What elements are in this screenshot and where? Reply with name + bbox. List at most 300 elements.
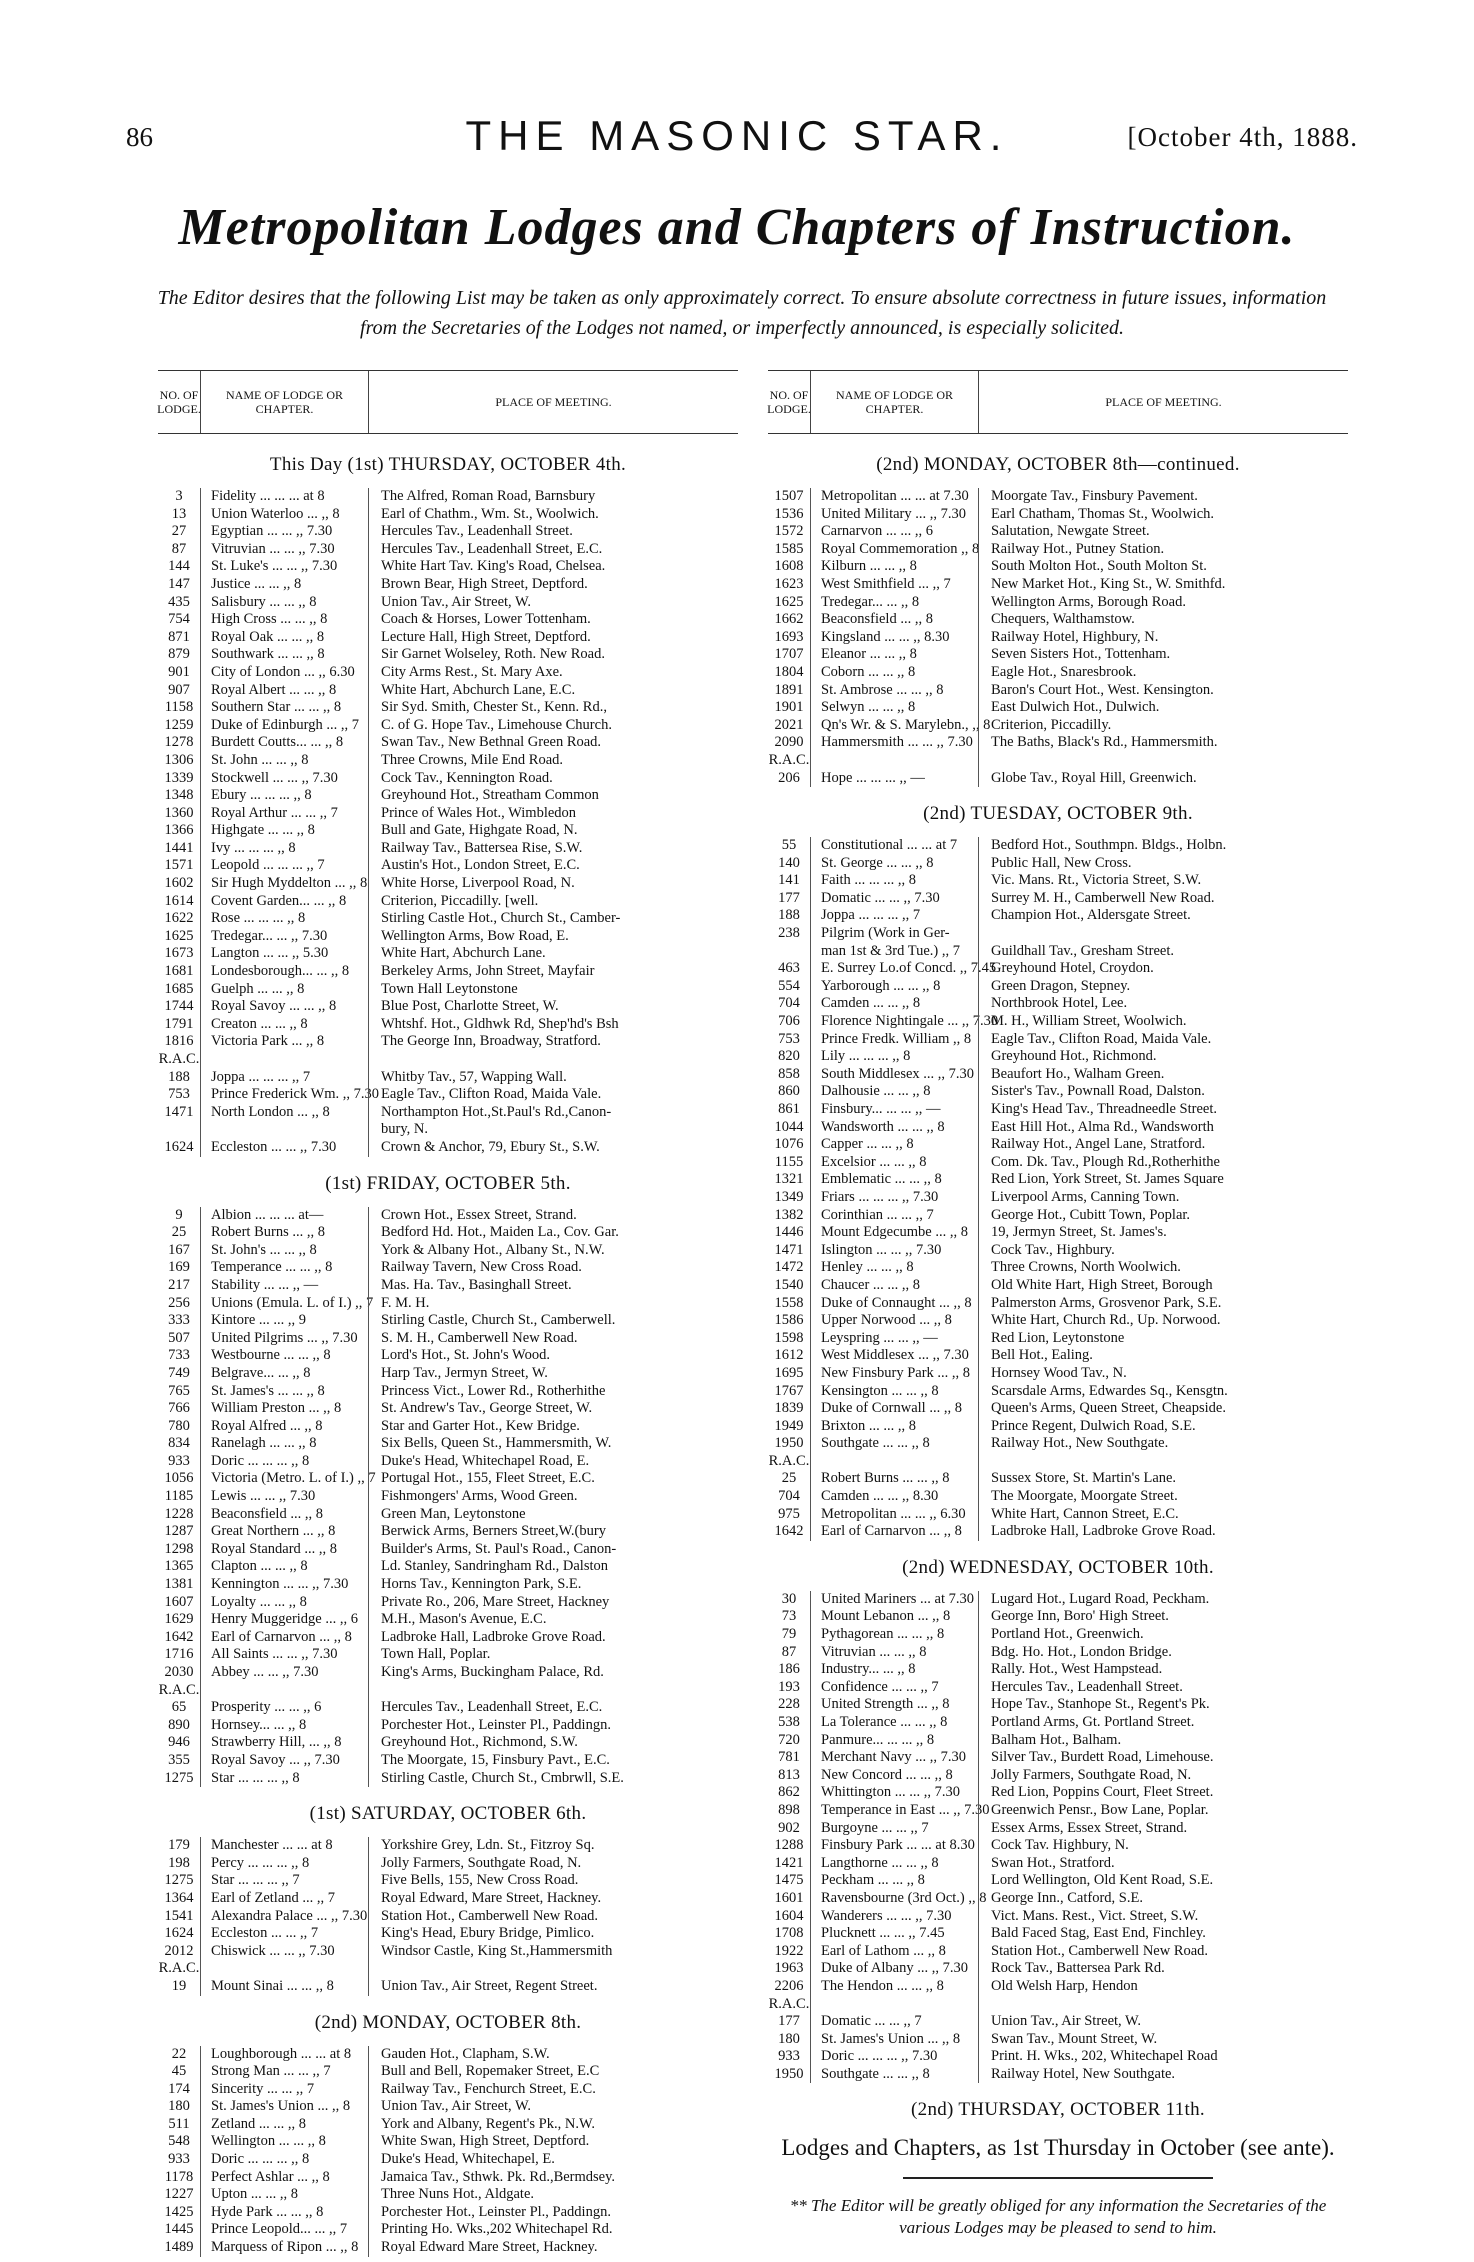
lodge-number: 1716 (164, 1646, 194, 1663)
meeting-place: Salutation, Newgate Street. (978, 523, 1348, 541)
lodge-row (158, 1890, 738, 1908)
meeting-place: Greyhound Hot., Richmond, S.W. (368, 1734, 738, 1752)
lodge-name-time: Royal Oak ... ... ,, 8 (200, 629, 368, 647)
lodge-name-time: Union Waterloo ... ,, 8 (200, 506, 368, 524)
lodge-number: 1950 (774, 1435, 804, 1452)
meeting-place: Five Bells, 155, New Cross Road. (368, 1872, 738, 1890)
meeting-place: Sussex Store, St. Martin's Lane. (978, 1470, 1348, 1488)
meeting-place: Northbrook Hotel, Lee. (978, 995, 1348, 1013)
lodge-number: 333 (168, 1312, 190, 1329)
lodge-name-time: Guelph ... ... ,, 8 (200, 981, 368, 999)
section-title: This Day (1st) THURSDAY, OCTOBER 4th. (269, 454, 627, 475)
meeting-place: White Hart, Church Rd., Up. Norwood. (978, 1312, 1348, 1330)
lodge-number: 1364 (164, 1889, 194, 1906)
lodge-name-time: Southern Star ... ... ,, 8 (200, 699, 368, 717)
meeting-place: The Baths, Black's Rd., Hammersmith. (978, 734, 1348, 752)
lodge-name-time: Manchester ... ... at 8 (200, 1837, 368, 1855)
lodge-name-time: Royal Savoy ... ... ,, 8 (200, 998, 368, 1016)
lodge-name-time: Joppa ... ... ... ,, 7 (810, 907, 978, 925)
lodge-name-time: Confidence ... ... ,, 7 (810, 1679, 978, 1697)
lodge-name-time: Eccleston ... ... ,, 7 (200, 1925, 368, 1943)
lodge-name-time: Eccleston ... ... ,, 7.30 (200, 1139, 368, 1157)
meeting-place: Eagle Tav., Clifton Road, Maida Vale. (368, 1086, 738, 1104)
meeting-place: Royal Edward Mare Street, Hackney. (368, 2239, 738, 2257)
meeting-place: White Hart, Abchurch Lane, E.C. (368, 682, 738, 700)
lodge-number: 1629 (164, 1611, 194, 1628)
lodge-number: 860 (778, 1083, 800, 1100)
lodge-name-time: Sir Hugh Myddelton ... ,, 8 (200, 875, 368, 893)
meeting-place: Champion Hot., Aldersgate Street. (978, 907, 1348, 925)
lodge-name-time: Royal Standard ... ,, 8 (200, 1541, 368, 1559)
lodge-row (768, 629, 1348, 647)
lodge-number: 749 (168, 1364, 190, 1381)
lodge-number: 834 (168, 1435, 190, 1452)
lodge-number: 140 (778, 854, 800, 871)
meeting-place (978, 925, 1348, 943)
lodge-number: 1623 (774, 575, 804, 592)
lodge-name-time: Capper ... ... ,, 8 (810, 1136, 978, 1154)
header-lodge-number: NO. OF LODGE. (767, 388, 811, 416)
lodge-number: 1839 (774, 1400, 804, 1417)
meeting-place: Liverpool Arms, Canning Town. (978, 1189, 1348, 1207)
lodge-row (158, 1400, 738, 1418)
lodge-row (768, 978, 1348, 996)
lodge-name-time (810, 1996, 978, 2014)
lodge-row (158, 1770, 738, 1788)
lodge-list (158, 1207, 738, 1788)
meeting-place: Moorgate Tav., Finsbury Pavement. (978, 488, 1348, 506)
lodge-row (158, 1418, 738, 1436)
lodge-name-time: Finsbury Park ... ... at 8.30 (810, 1837, 978, 1855)
lodge-row (158, 787, 738, 805)
right-column (768, 370, 1348, 2239)
lodge-name-time: Abbey ... ... ,, 7.30 (200, 1664, 368, 1682)
lodge-row (768, 1978, 1348, 1996)
meeting-place: Silver Tav., Burdett Road, Limehouse. (978, 1749, 1348, 1767)
lodge-list (768, 1591, 1348, 2084)
lodge-row (768, 925, 1348, 943)
meeting-place: East Hill Hot., Alma Rd., Wandsworth (978, 1119, 1348, 1137)
meeting-place: St. Andrew's Tav., George Street, W. (368, 1400, 738, 1418)
lodge-name-time: North London ... ,, 8 (200, 1104, 368, 1122)
lodge-row (768, 1855, 1348, 1873)
page-number: 86 (126, 122, 153, 152)
lodge-row (158, 594, 738, 612)
lodge-number: 1612 (774, 1347, 804, 1364)
lodge-row (158, 1121, 738, 1139)
lodge-name-time: Earl of Lathom ... ,, 8 (810, 1943, 978, 1961)
lodge-name-time: Eleanor ... ... ,, 8 (810, 646, 978, 664)
meeting-place: George Inn., Catford, S.E. (978, 1890, 1348, 1908)
lodge-number: 1445 (164, 2221, 194, 2238)
lodge-row (158, 1611, 738, 1629)
lodge-number: 858 (778, 1065, 800, 1082)
meeting-place: Horns Tav., Kennington Park, S.E. (368, 1576, 738, 1594)
lodge-number: 1804 (774, 663, 804, 680)
lodge-number: 167 (168, 1241, 190, 1258)
meeting-place: Railway Hot., New Southgate. (978, 1435, 1348, 1453)
meeting-place: Criterion, Piccadilly. [well. (368, 893, 738, 911)
meeting-place: Whtshf. Hot., Gldhwk Rd, Shep'hd's Bsh (368, 1016, 738, 1034)
meeting-place: Prince of Wales Hot., Wimbledon (368, 805, 738, 823)
meeting-place: S. M. H., Camberwell New Road. (368, 1330, 738, 1348)
lodge-number: 1624 (164, 1138, 194, 1155)
lodge-name-time: Creaton ... ... ,, 8 (200, 1016, 368, 1034)
lodge-number: 862 (778, 1784, 800, 1801)
lodge-number: 1622 (164, 910, 194, 927)
lodge-row (768, 488, 1348, 506)
lodge-name-time: St. Luke's ... ... ,, 7.30 (200, 558, 368, 576)
meeting-place: Hornsey Wood Tav., N. (978, 1365, 1348, 1383)
meeting-place: South Molton Hot., South Molton St. (978, 558, 1348, 576)
lodge-row (158, 1978, 738, 1996)
lodge-number: 1471 (774, 1241, 804, 1258)
lodge-name-time: Great Northern ... ,, 8 (200, 1523, 368, 1541)
lodge-number: 1339 (164, 769, 194, 786)
lodge-number: 144 (168, 558, 190, 575)
meeting-place: Union Tav., Air Street, Regent Street. (368, 1978, 738, 1996)
lodge-number: 2012 (164, 1942, 194, 1959)
lodge-row (768, 1925, 1348, 1943)
header-meeting-place: PLACE OF MEETING. (368, 371, 738, 433)
lodge-row (768, 1136, 1348, 1154)
lodge-name-time: Constitutional ... ... at 7 (810, 837, 978, 855)
lodge-number: 1298 (164, 1540, 194, 1557)
lodge-number: 1891 (774, 681, 804, 698)
lodge-row (768, 594, 1348, 612)
lodge-name-time: West Middlesex ... ,, 7.30 (810, 1347, 978, 1365)
meeting-place: Union Tav., Air Street, W. (368, 2098, 738, 2116)
lodge-row (158, 1365, 738, 1383)
lodge-row (768, 717, 1348, 735)
meeting-place: Three Crowns, North Woolwich. (978, 1259, 1348, 1277)
lodge-row (768, 664, 1348, 682)
lodge-number: 1287 (164, 1523, 194, 1540)
lodge-name-time: Justice ... ... ,, 8 (200, 576, 368, 594)
lodge-number: 179 (168, 1837, 190, 1854)
header-lodge-name: NAME OF LODGE OR CHAPTER. (200, 371, 368, 433)
lodge-name-time: Southgate ... ... ,, 8 (810, 1435, 978, 1453)
meeting-place: King's Head Tav., Threadneedle Street. (978, 1101, 1348, 1119)
lodge-row (158, 1259, 738, 1277)
meeting-place: George Hot., Cubitt Town, Poplar. (978, 1207, 1348, 1225)
lodge-row (768, 1365, 1348, 1383)
meeting-place: Ladbroke Hall, Ladbroke Grove Road. (368, 1629, 738, 1647)
lodge-row (158, 2133, 738, 2151)
lodge-name-time: Kensington ... ... ,, 8 (810, 1383, 978, 1401)
lodge-row (158, 1629, 738, 1647)
meeting-place: Gauden Hot., Clapham, S.W. (368, 2046, 738, 2064)
lodge-number: R.A.C. (158, 1681, 200, 1698)
thursday-section (768, 2099, 1348, 2239)
lodge-list (768, 488, 1348, 787)
lodge-name-time (810, 1453, 978, 1471)
lodge-name-time: Panmure... ... ... ,, 8 (810, 1732, 978, 1750)
lodge-name-time: Chaucer ... ... ,, 8 (810, 1277, 978, 1295)
meeting-place: Bdg. Ho. Hot., London Bridge. (978, 1644, 1348, 1662)
publication-title: THE MASONIC STAR. (465, 112, 1009, 159)
meeting-place: Whitby Tav., 57, Wapping Wall. (368, 1069, 738, 1087)
lodge-row (158, 1139, 738, 1157)
meeting-place: Hercules Tav., Leadenhall Street, E.C. (368, 1699, 738, 1717)
lodge-row (158, 699, 738, 717)
lodge-row (158, 1104, 738, 1122)
lodge-row (768, 1048, 1348, 1066)
lodge-row (158, 1699, 738, 1717)
lodge-name-time: Ravensbourne (3rd Oct.) ,, 8 (810, 1890, 978, 1908)
right-sections (768, 454, 1348, 2083)
lodge-name-time: Duke of Connaught ... ,, 8 (810, 1295, 978, 1313)
meeting-place: York & Albany Hot., Albany St., N.W. (368, 1242, 738, 1260)
meeting-place: White Hart, Cannon Street, E.C. (978, 1506, 1348, 1524)
meeting-place: Lugard Hot., Lugard Road, Peckham. (978, 1591, 1348, 1609)
lodge-row (158, 1277, 738, 1295)
lodge-number: 1662 (774, 611, 804, 628)
lodge-name-time: Qn's Wr. & S. Marylebn., ,, 8 (810, 717, 978, 735)
lodge-number: 1604 (774, 1907, 804, 1924)
meeting-place: Rock Tav., Battersea Park Rd. (978, 1960, 1348, 1978)
lodge-name-time: Upton ... ... ,, 8 (200, 2186, 368, 2204)
meeting-place: Red Lion, Leytonstone (978, 1330, 1348, 1348)
day-section (158, 1173, 738, 1788)
lodge-name-time: Camden ... ... ,, 8.30 (810, 1488, 978, 1506)
lodge-name-time: Robert Burns ... ... ,, 8 (810, 1470, 978, 1488)
lodge-name-time: Belgrave... ... ,, 8 (200, 1365, 368, 1383)
lodge-number: 1382 (774, 1206, 804, 1223)
meeting-place: Surrey M. H., Camberwell New Road. (978, 890, 1348, 908)
section-title: (2nd) MONDAY, OCTOBER 8th—continued. (876, 454, 1240, 475)
meeting-place: Chequers, Walthamstow. (978, 611, 1348, 629)
lodge-name-time: Earl of Carnarvon ... ,, 8 (200, 1629, 368, 1647)
lodge-row (768, 646, 1348, 664)
meeting-place: City Arms Rest., St. Mary Axe. (368, 664, 738, 682)
lodge-name-time: St. John ... ... ,, 8 (200, 752, 368, 770)
lodge-number: 141 (778, 872, 800, 889)
lodge-number: 87 (171, 540, 187, 557)
lodge-row (768, 611, 1348, 629)
lodge-name-time: Whittington ... ... ,, 7.30 (810, 1784, 978, 1802)
lodge-number: R.A.C. (158, 1960, 200, 1977)
lodge-number: 180 (778, 2030, 800, 2047)
meeting-place: Wellington Arms, Bow Road, E. (368, 928, 738, 946)
lodge-row (768, 1383, 1348, 1401)
lodge-number: 1572 (774, 523, 804, 540)
lodge-row (158, 664, 738, 682)
section-title: (2nd) WEDNESDAY, OCTOBER 10th. (902, 1556, 1214, 1578)
lodge-name-time: St. James's ... ... ,, 8 (200, 1383, 368, 1401)
section-title: (2nd) THURSDAY, OCTOBER 11th. (911, 2099, 1205, 2121)
lodge-row (768, 1943, 1348, 1961)
lodge-name-time: Royal Savoy ... ,, 7.30 (200, 1752, 368, 1770)
meeting-place: Sir Garnet Wolseley, Roth. New Road. (368, 646, 738, 664)
lodge-name-time: Hammersmith ... ... ,, 7.30 (810, 734, 978, 752)
lodge-row (768, 1784, 1348, 1802)
lodge-row (158, 822, 738, 840)
lodge-name-time: Domatic ... ... ,, 7.30 (810, 890, 978, 908)
lodge-row (768, 890, 1348, 908)
lodge-number: 1707 (774, 646, 804, 663)
lodge-row (158, 1506, 738, 1524)
meeting-place: Cock Tav. Highbury, N. (978, 1837, 1348, 1855)
lodge-name-time: Earl of Carnarvon ... ,, 8 (810, 1523, 978, 1541)
lodge-name-time: Plucknett ... ... ,, 7.45 (810, 1925, 978, 1943)
meeting-place: Six Bells, Queen St., Hammersmith, W. (368, 1435, 738, 1453)
meeting-place: Blue Post, Charlotte Street, W. (368, 998, 738, 1016)
meeting-place: Balham Hot., Balham. (978, 1732, 1348, 1750)
lodge-row (158, 1470, 738, 1488)
meeting-place: Swan Hot., Stratford. (978, 1855, 1348, 1873)
lodge-name-time: Salisbury ... ... ,, 8 (200, 594, 368, 612)
lodge-name-time: Loughborough ... ... at 8 (200, 2046, 368, 2064)
lodge-row (158, 717, 738, 735)
lodge-name-time: Industry... ... ,, 8 (810, 1661, 978, 1679)
meeting-place: The Alfred, Roman Road, Barnsbury (368, 488, 738, 506)
lodge-row (158, 2081, 738, 2099)
meeting-place: Public Hall, New Cross. (978, 855, 1348, 873)
lodge-name-time: Royal Commemoration ,, 8 (810, 541, 978, 559)
lodge-row (158, 1086, 738, 1104)
left-column (158, 370, 738, 2257)
lodge-number: 879 (168, 646, 190, 663)
lodge-name-time: Hyde Park ... ... ,, 8 (200, 2204, 368, 2222)
lodge-name-time: St. John's ... ... ,, 8 (200, 1242, 368, 1260)
lodge-row (158, 840, 738, 858)
lodge-number: 1306 (164, 751, 194, 768)
meeting-place: Railway Tav., Fenchurch Street, E.C. (368, 2081, 738, 2099)
lodge-name-time: Islington ... ... ,, 7.30 (810, 1242, 978, 1260)
lodge-row (158, 805, 738, 823)
lodge-number: 13 (171, 505, 187, 522)
meeting-place: Lord's Hot., St. John's Wood. (368, 1347, 738, 1365)
lodge-name-time (810, 752, 978, 770)
lodge-number: 25 (171, 1224, 187, 1241)
lodge-name-time: Wanderers ... ... ,, 7.30 (810, 1908, 978, 1926)
lodge-name-time: New Finsbury Park ... ,, 8 (810, 1365, 978, 1383)
lodge-number: 193 (778, 1678, 800, 1695)
lodge-row (158, 611, 738, 629)
meeting-place: Baron's Court Hot., West. Kensington. (978, 682, 1348, 700)
meeting-place: Criterion, Piccadilly. (978, 717, 1348, 735)
meeting-place: Star and Garter Hot., Kew Bridge. (368, 1418, 738, 1436)
lodge-row (158, 1242, 738, 1260)
lodge-row (158, 2098, 738, 2116)
meeting-place: White Horse, Liverpool Road, N. (368, 875, 738, 893)
meeting-place: Crown & Anchor, 79, Ebury St., S.W. (368, 1139, 738, 1157)
lodge-number: 780 (168, 1417, 190, 1434)
lodge-number: 1607 (164, 1593, 194, 1610)
day-section (158, 454, 738, 1157)
lodge-row (158, 1943, 738, 1961)
lodge-row (768, 1872, 1348, 1890)
meeting-place: Prince Regent, Dulwich Road, S.E. (978, 1418, 1348, 1436)
lodge-row (158, 1646, 738, 1664)
meeting-place: East Dulwich Hot., Dulwich. (978, 699, 1348, 717)
lodge-name-time: E. Surrey Lo.of Concd. ,, 7.45 (810, 960, 978, 978)
lodge-name-time (200, 1051, 368, 1069)
lodge-name-time: Florence Nightingale ... ,, 7.30 (810, 1013, 978, 1031)
lodge-name-time: Kingsland ... ... ,, 8.30 (810, 629, 978, 647)
lodge-number: 1608 (774, 558, 804, 575)
lodge-number: 901 (168, 663, 190, 680)
lodge-name-time: Victoria (Metro. L. of I.) ,, 7 (200, 1470, 368, 1488)
lodge-number: 1158 (164, 699, 194, 716)
lodge-number: 177 (778, 2013, 800, 2030)
lodge-name-time: Leyspring ... ... ,, — (810, 1330, 978, 1348)
lodge-number: 1598 (774, 1329, 804, 1346)
lodge-number: 507 (168, 1329, 190, 1346)
meeting-place: C. of G. Hope Tav., Limehouse Church. (368, 717, 738, 735)
lodge-name-time: man 1st & 3rd Tue.) ,, 7 (810, 943, 978, 961)
lodge-row (768, 1295, 1348, 1313)
lodge-name-time: Brixton ... ... ,, 8 (810, 1418, 978, 1436)
meeting-place: Railway Hot., Putney Station. (978, 541, 1348, 559)
lodge-row (768, 1347, 1348, 1365)
lodge-name-time: Vitruvian ... ... ,, 7.30 (200, 541, 368, 559)
lodge-row (768, 1418, 1348, 1436)
lodge-row (158, 1594, 738, 1612)
lodge-number: R.A.C. (768, 1452, 810, 1469)
section-title: (1st) SATURDAY, OCTOBER 6th. (309, 1803, 587, 1825)
lodge-number: 1625 (164, 927, 194, 944)
meeting-place: Cock Tav., Highbury. (978, 1242, 1348, 1260)
lodge-row (158, 928, 738, 946)
lodge-number: 753 (168, 1086, 190, 1103)
lodge-name-time: Covent Garden... ... ,, 8 (200, 893, 368, 911)
lodge-number: 704 (778, 1488, 800, 1505)
meeting-place (978, 1453, 1348, 1471)
lodge-row (158, 541, 738, 559)
lodge-row (768, 2066, 1348, 2084)
lodge-number: R.A.C. (158, 1051, 200, 1067)
lodge-row (158, 1523, 738, 1541)
lodge-number: 2021 (774, 716, 804, 733)
lodge-name-time: City of London ... ,, 6.30 (200, 664, 368, 682)
lodge-row (768, 1189, 1348, 1207)
lodge-row (158, 1558, 738, 1576)
meeting-place: Hope Tav., Stanhope St., Regent's Pk. (978, 1696, 1348, 1714)
lodge-name-time: Friars ... ... ... ,, 7.30 (810, 1189, 978, 1207)
lodge-row (158, 1033, 738, 1051)
meeting-place: Porchester Hot., Leinster Pl., Paddingn. (368, 1717, 738, 1735)
lodge-row (158, 770, 738, 788)
lodge-name-time: Prince Leopold... ... ,, 7 (200, 2221, 368, 2239)
lodge-name-time: Langton ... ... ,, 5.30 (200, 945, 368, 963)
lodge-name-time: Faith ... ... ... ,, 8 (810, 872, 978, 890)
lodge-number: 554 (778, 977, 800, 994)
lodge-name-time: Leopold ... ... ... ,, 7 (200, 857, 368, 875)
meeting-place: Berkeley Arms, John Street, Mayfair (368, 963, 738, 981)
lodge-number: 1695 (774, 1364, 804, 1381)
lodge-number: 946 (168, 1734, 190, 1751)
meeting-place: Greenwich Pensr., Bow Lane, Poplar. (978, 1802, 1348, 1820)
lodge-name-time: Kintore ... ... ,, 9 (200, 1312, 368, 1330)
meeting-place: Beaufort Ho., Walham Green. (978, 1066, 1348, 1084)
lodge-number: 1044 (774, 1118, 804, 1135)
lodge-name-time: Burgoyne ... ... ,, 7 (810, 1820, 978, 1838)
lodge-row (768, 506, 1348, 524)
meeting-place: Jolly Farmers, Southgate Road, N. (368, 1855, 738, 1873)
lodge-row (768, 558, 1348, 576)
lodge-number: 871 (168, 628, 190, 645)
meeting-place: Three Crowns, Mile End Road. (368, 752, 738, 770)
lodge-name-time: Duke of Cornwall ... ,, 8 (810, 1400, 978, 1418)
meeting-place: Green Man, Leytonstone (368, 1506, 738, 1524)
lodge-number: 781 (778, 1749, 800, 1766)
lodge-row (158, 857, 738, 875)
lodge-number: 2090 (774, 734, 804, 751)
lodge-row (158, 646, 738, 664)
meeting-place: Greyhound Hot., Streatham Common (368, 787, 738, 805)
